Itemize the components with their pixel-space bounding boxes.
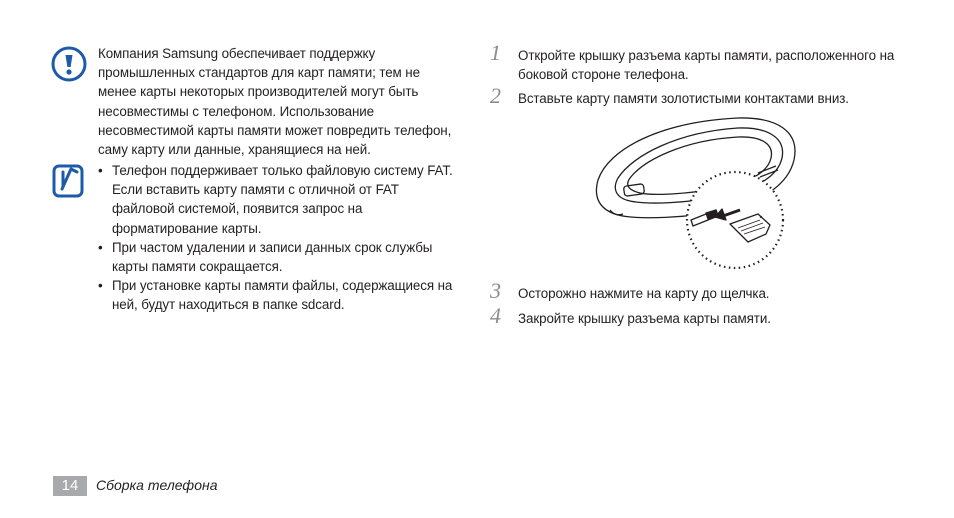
step-number: 3 [490,278,501,303]
step-text: Вставьте карту памяти золотистыми контактами вниз. [518,91,849,106]
step-number: 4 [490,303,501,328]
step-text: Откройте крышку разъема карты памяти, расположенного на боковой стороне телефона. [518,48,895,83]
note-list [98,161,460,315]
caution-text: Компания Samsung обеспечивает поддержку промышленных стандартов для карт памяти; тем не менее карты некоторых производителей могут быть несовместимы с телефоном. Использование несовместимой карты памяти может повредить телефон, саму карту или данные, хранящиеся на ней. [98,46,452,158]
note-item-text: При частом удалении и записи данных срок службы карты памяти сокращается. [112,239,433,275]
note-item-text: При установке карты памяти файлы, содержащиеся на ней, будут находиться в папке sdcard. [112,278,453,313]
step-number: 2 [490,83,501,108]
phone-memory-card-illustration [588,110,798,270]
step-text: Закройте крышку разъема карты памяти. [518,311,771,326]
page-number: 14 [53,476,87,496]
note-icon [51,163,87,199]
note-item: • При частом удалении и записи данных срок службы карты памяти сокращается. [98,239,433,275]
note-item-text: Телефон поддерживает только файловую систему FAT. Если вставить карту памяти с отличной от FAT файловой системой, появится запрос на форматирование карты. [112,163,453,236]
note-item: • Телефон поддерживает только файловую систему FAT. Если вставить карту памяти с отличной от FAT файловой системой, появится запрос на форматирование карты. [98,163,453,236]
note-item: • При установке карты памяти файлы, содержащиеся на ней, будут находиться в папке sdcard. [98,278,453,313]
step-text: Осторожно нажмите на карту до щелчка. [518,286,770,301]
section-title: Сборка телефона [96,477,218,493]
step-number: 1 [490,40,501,65]
caution-icon [51,46,87,82]
